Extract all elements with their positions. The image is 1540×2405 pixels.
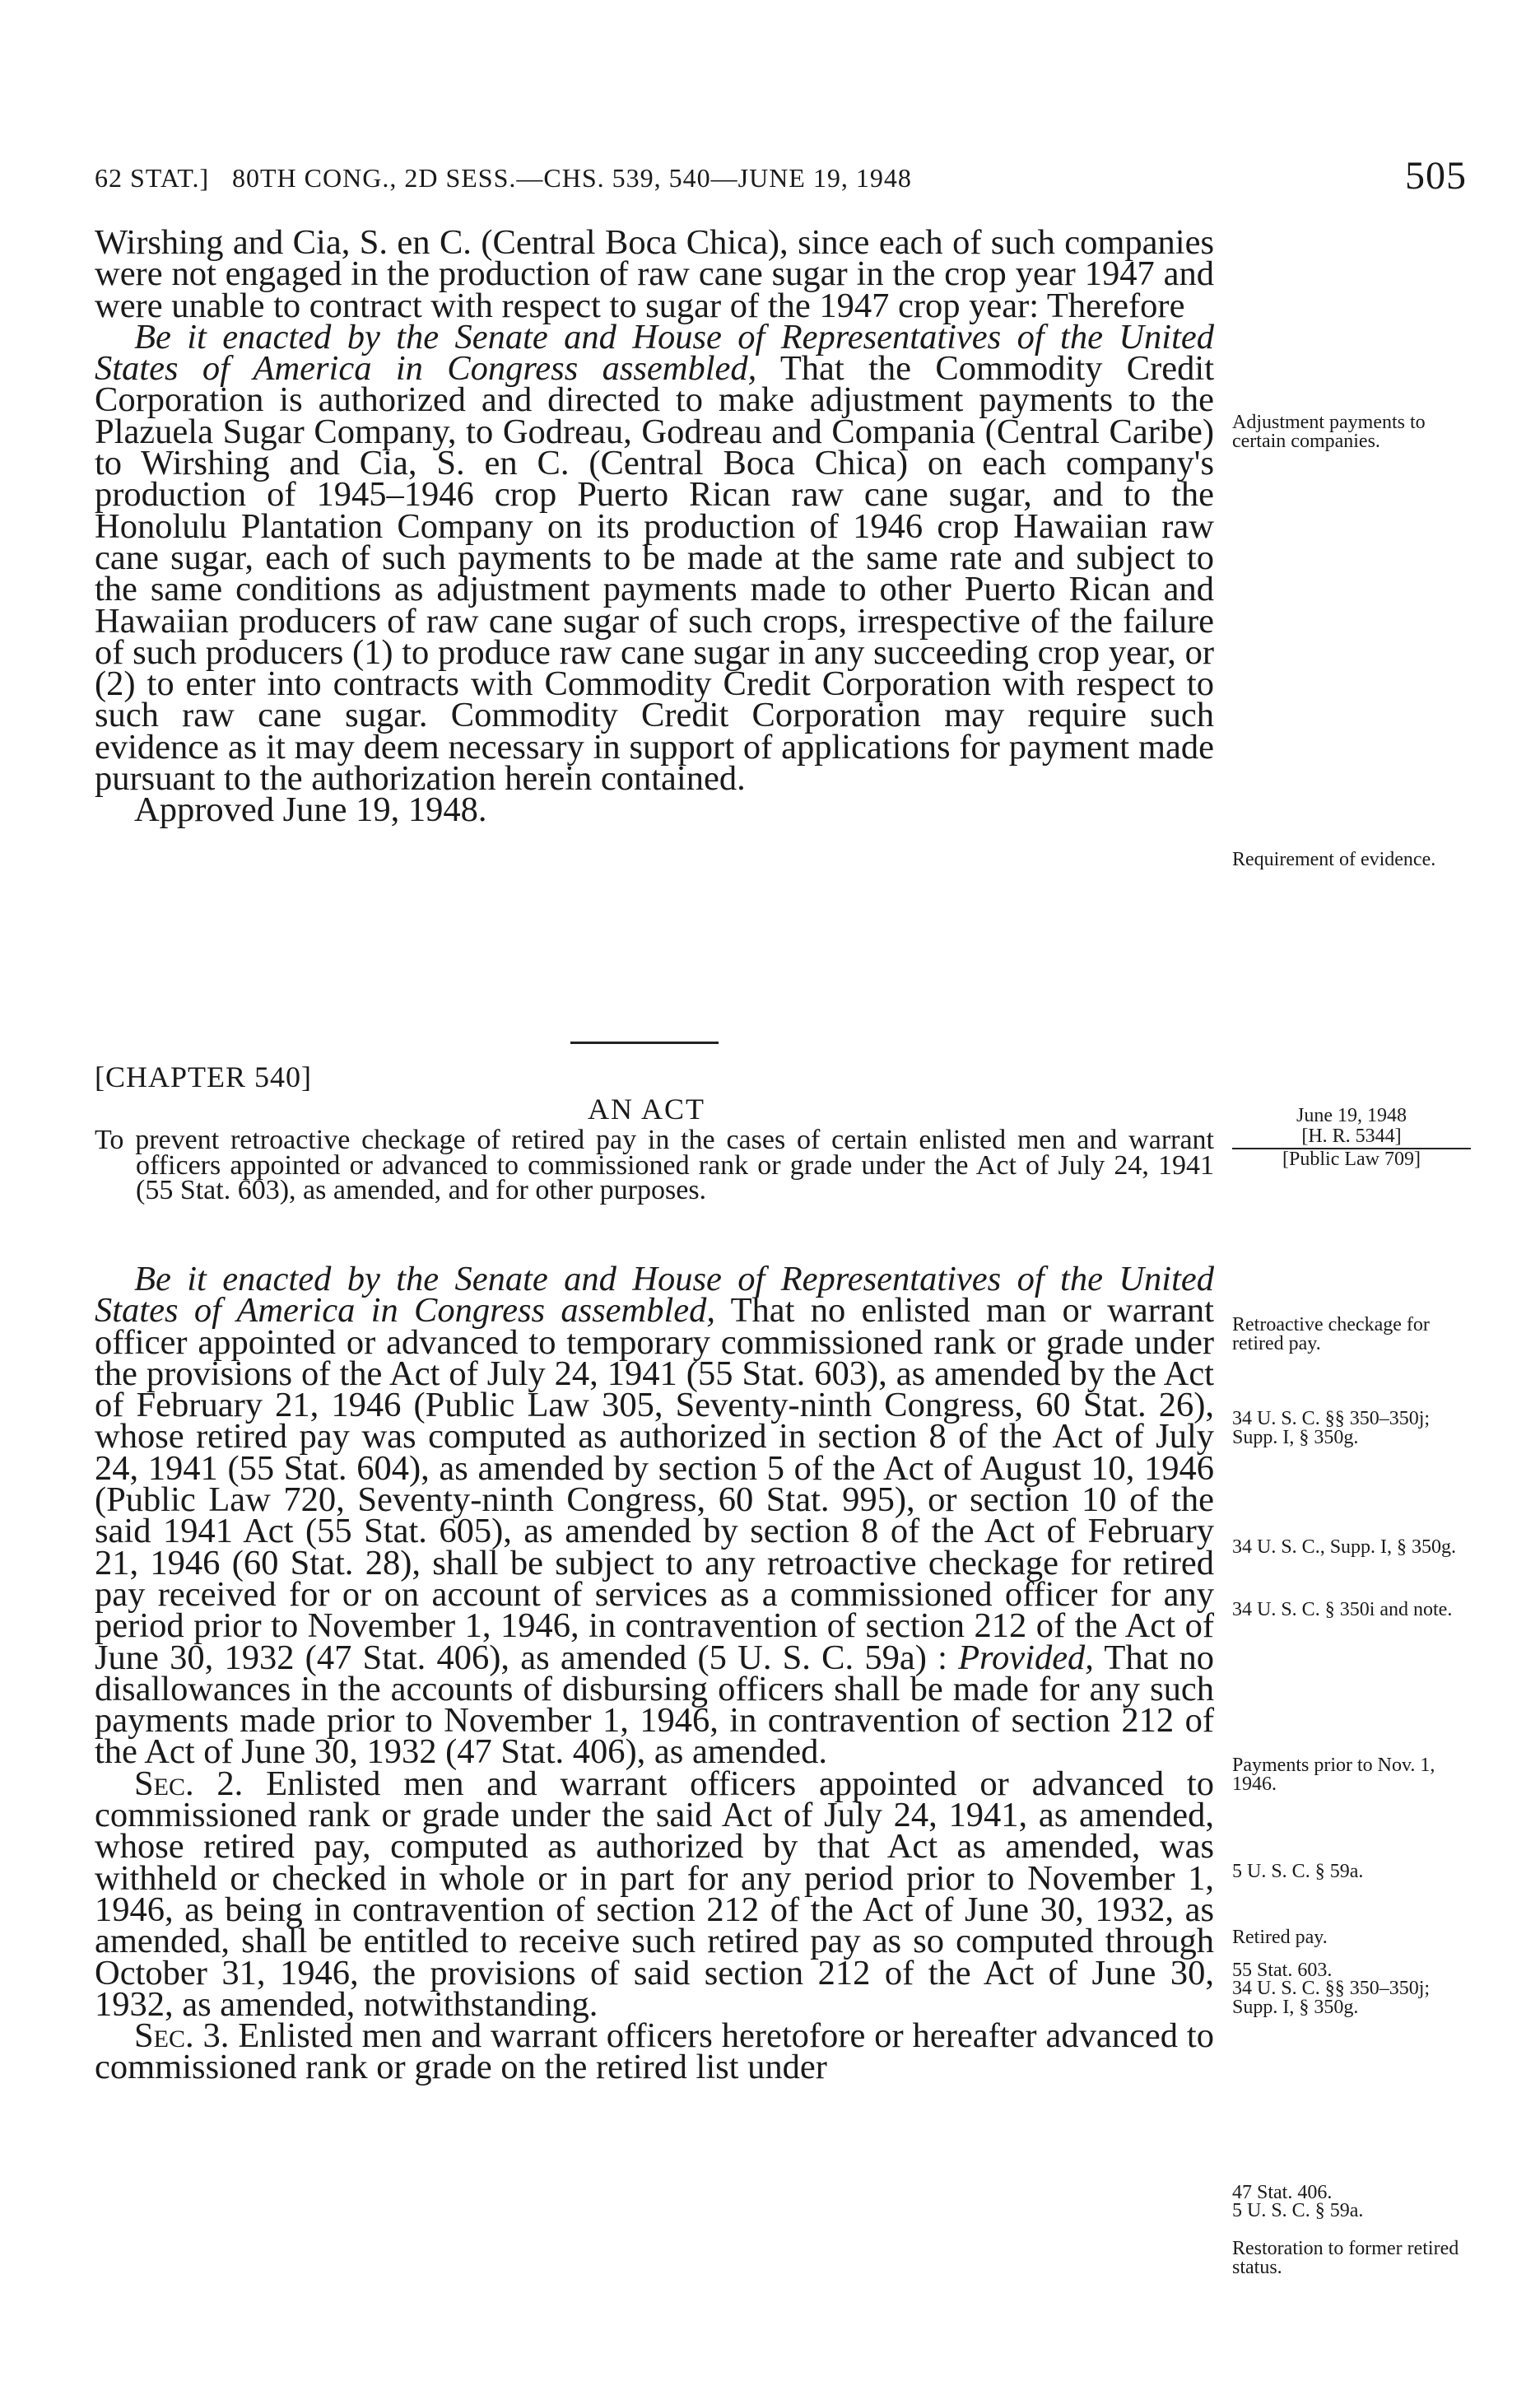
proviso-word: Provided, [958,1638,1094,1677]
enacting-clause: Be it enacted by the Senate and House of Representatives of the United States of America in Congress assembled, [95,1260,1214,1331]
section-1-text: That no enlisted man or warrant officer appointed or advanced to temporary commissioned rank or grade under the provisions of the Act of July 24, 1941 (55 Stat. 603), as amended by the Act of February 21, 1946 (Public Law 305, Seventy-ninth Congress, 60 Stat. 26), whose retired pay was computed as authorized in section 8 of the Act of July 24, 1941 (55 Stat. 604), as amended by section 5 of the Act of August 10, 1946 (Public Law 720, Seventy-ninth Congress, 60 Stat. 995), or section 10 of the said 1941 Act (55 Stat. 605), as amended by section 8 of the Act of February 21, 1946 (60 Stat. 28), shall be subject to any retroactive checkage for retired pay received for or on account of services as a commissioned officer for any period prior to November 1, 1946, in contravention of section 212 of the Act of June 30, 1932 (47 Stat. 406), as amended (5 U. S. C. 59a) : [95,1291,1214,1677]
margin-note-restoration: Restoration to former retired status. [1232,2238,1459,2278]
section-3-text: Enlisted men and warrant officers heretofore or hereafter advanced to commissioned rank or grade on the retired list under [95,2016,1214,2087]
enacting-clause: Be it enacted by the Senate and House of Representatives of the United States of America in Congress assembled, [95,317,1214,389]
chapter-539-body [95,223,1214,830]
margin-note-payments-prior: Payments prior to Nov. 1, 1946. [1232,1755,1435,1795]
section-2-label: Sec. 2. [134,1764,244,1803]
running-header-title: 80TH CONG., 2D SESS.—CHS. 539, 540—JUNE 19, 1948 [232,163,912,193]
chapter-539-enacting-paragraph [95,317,1214,799]
act-title: AN ACT [588,1093,706,1126]
section-1-paragraph [95,1260,1214,1772]
section-1-proviso-text: That no disallowances in the accounts of disbursing officers shall be made for any such payments made prior to November 1, 1946, in contravention of section 212 of the Act of June 30, 1932 (47 Stat. 406), as amended. [95,1638,1214,1772]
section-2-text: Enlisted men and warrant officers appointed or advanced to commissioned rank or grade under the said Act of July 24, 1941, as amended, whose retired pay, computed as authorized by that Act as amended, was withheld or checked in whole or in part for any period prior to November 1, 1946, as being in contravention of section 212 of the Act of June 30, 1932, as amended, shall be entitled to receive such retired pay as so computed through October 31, 1946, the provisions of said section 212 of the Act of June 30, 1932, as amended, notwithstanding. [95,1764,1214,2024]
house-bill-number: [H. R. 5344] [1232,1126,1471,1149]
public-law-number: [Public Law 709] [1282,1149,1421,1170]
running-header-left: 62 STAT.] [95,163,210,193]
margin-note-usc-350-b: 34 U. S. C. §§ 350–350j; Supp. I, § 350g. [1232,1978,1431,2018]
act-summary-text: To prevent retroactive checkage of retired pay in the cases of certain enlisted men and warrant officers appointed or advanced to commissioned rank or grade under the Act of July 24, 1941 (55 Stat. 603), as amended, and for other purposes. [95,1125,1214,1205]
margin-note-usc-59a-b: 5 U. S. C. § 59a. [1232,2200,1364,2221]
section-3-label: Sec. 3. [134,2016,230,2056]
margin-note-adjustment: Adjustment payments to certain companies. [1232,412,1426,452]
chapter-540-label: [CHAPTER 540] [95,1060,312,1093]
margin-note-usc-supp: 34 U. S. C., Supp. I, § 350g. [1232,1536,1457,1558]
section-3-paragraph [95,2016,1214,2087]
chapter-539-section-text: That the Commodity Credit Corporation is authorized and directed to make adjustment payments to the Plazuela Sugar Company, to Godreau, Godreau and Compania (Central Caribe) to Wirshing and Cia, S. en C. (Central Boca Chica) on each company's production of 1945–1946 crop Puerto Rican raw cane sugar, and to the Honolulu Plantation Company on its production of 1946 crop Hawaiian raw cane sugar, each of such payments to be made at the same rate and subject to the same conditions as adjustment payments made to other Puerto Rican and Hawaiian producers of raw cane sugar of such crops, irrespective of the failure of such producers (1) to produce raw cane sugar in any succeeding crop year, or (2) to enter into contracts with Commodity Credit Corporation with respect to such raw cane sugar. Commodity Credit Corporation may require such evidence as it may deem necessary in support of applications for payment made pursuant to the authorization herein contained. [95,349,1214,799]
act-summary [95,1125,1214,1205]
chapter-540-body [95,1260,1214,2087]
margin-note-stat-406: 47 Stat. 406. [1232,2182,1333,2203]
margin-note-stat-603: 55 Stat. 603. [1232,1960,1333,1981]
margin-note-retroactive: Retroactive checkage for retired pay. [1232,1314,1430,1354]
section-2-paragraph [95,1764,1214,2024]
chapter-separator-rule [570,1042,719,1044]
page-number: 505 [1405,154,1467,198]
approval-date: Approved June 19, 1948. [134,790,487,830]
margin-note-retired-pay: Retired pay. [1232,1927,1328,1948]
margin-note-usc-350: 34 U. S. C. §§ 350–350j; Supp. I, § 350g. [1232,1408,1431,1448]
act-date: June 19, 1948 [1296,1105,1407,1126]
margin-note-usc-59a: 5 U. S. C. § 59a. [1232,1861,1364,1882]
margin-note-usc-350i: 34 U. S. C. § 350i and note. [1232,1599,1453,1620]
chapter-539-preamble: Wirshing and Cia, S. en C. (Central Boca Chica), since each of such companies were not engaged in the production of raw cane sugar in the crop year 1947 and were unable to contract with respect to sugar of the 1947 crop year: Therefore [95,223,1214,325]
margin-note-evidence: Requirement of evidence. [1232,849,1436,870]
